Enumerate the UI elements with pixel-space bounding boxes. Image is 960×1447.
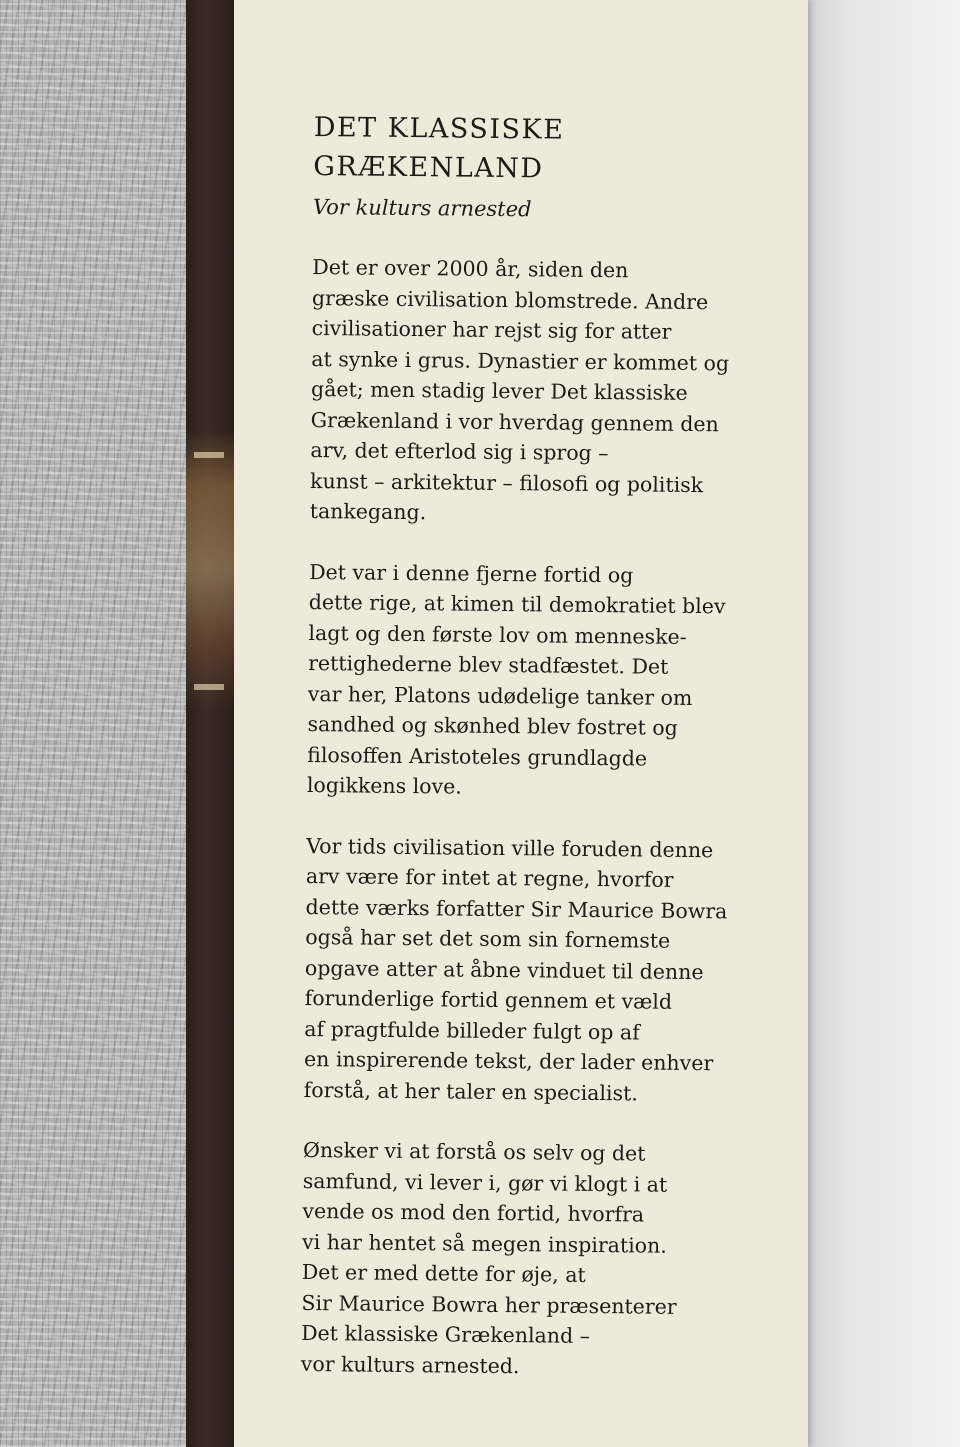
book-subtitle: Vor kulturs arnested [312, 194, 532, 222]
text-line: rettighederne blev stadfæstet. Det [308, 650, 669, 679]
title-line: GRÆKENLAND [313, 150, 544, 185]
text-line: forunderlige fortid gennem et væld [304, 985, 673, 1014]
paragraph-4 [301, 1135, 744, 1384]
paragraph-3 [304, 830, 747, 1109]
spine-ornament [194, 684, 224, 690]
text-line: vende os mod den fortid, hvorfra [302, 1198, 645, 1227]
book-spine [186, 0, 236, 1447]
text-line: også har set det som sin fornemste [305, 924, 671, 953]
text-line: Det klassiske Grækenland – [301, 1320, 591, 1348]
title-line: DET KLASSISKE [313, 111, 565, 146]
text-line: samfund, vi lever i, gør vi klogt i at [302, 1168, 668, 1197]
text-line: Det er med dette for øje, at [301, 1259, 586, 1287]
text-line: af pragtfulde billeder fulgt op af [304, 1016, 640, 1044]
text-line: tankegang. [309, 498, 427, 525]
paragraph-2 [307, 556, 750, 805]
text-line: forstå, at her taler en specialist. [303, 1077, 638, 1105]
text-line: filosoffen Aristoteles grundlagde [307, 742, 648, 771]
text-line: var her, Platons udødelige tanker om [307, 681, 693, 710]
text-line: Ønsker vi at forstå os selv og det [302, 1137, 646, 1166]
text-line: vor kulturs arnested. [300, 1351, 520, 1378]
text-line: dette rige, at kimen til demokratiet blev [308, 589, 726, 619]
text-line: Sir Maurice Bowra her præsenterer [301, 1290, 677, 1319]
text-line: lagt og den første lov om menneske- [308, 620, 687, 649]
text-line: Det er over 2000 år, siden den [312, 254, 629, 283]
text-line: Vor tids civilisation ville foruden denne [306, 833, 714, 862]
text-line: sandhed og skønhed blev fostret og [307, 711, 678, 740]
text-line: Det var i denne fjerne fortid og [309, 559, 634, 587]
text-line: civilisationer har rejst sig for atter [311, 315, 672, 344]
text-line: logikkens love. [306, 772, 462, 799]
flap-text [301, 108, 754, 1384]
text-line: opgave atter at åbne vinduet til denne [304, 955, 704, 984]
text-line: vi har hentet så megen inspiration. [302, 1229, 667, 1258]
text-line: arv være for intet at regne, hvorfor [305, 863, 674, 892]
white-background [800, 0, 960, 1447]
book-title [313, 108, 754, 191]
text-line: at synke i grus. Dynastier er kommet og [311, 346, 730, 375]
text-line: arv, det efterlod sig i sprog – [310, 437, 609, 466]
fabric-background [0, 0, 190, 1447]
text-line: Grækenland i vor hverdag gennem den [310, 407, 719, 436]
text-line: gået; men stadig lever Det klassiske [310, 376, 688, 405]
text-line: kunst – arkitektur – filosofi og politisk [309, 468, 704, 497]
text-line: en inspirerende tekst, der lader enhver [303, 1046, 714, 1076]
paragraph-1 [310, 252, 753, 531]
text-line: dette værks forfatter Sir Maurice Bowra [305, 894, 728, 923]
spine-cover-image [186, 430, 236, 710]
spine-ornament [194, 452, 224, 458]
text-line: græske civilisation blomstrede. Andre [311, 285, 709, 314]
